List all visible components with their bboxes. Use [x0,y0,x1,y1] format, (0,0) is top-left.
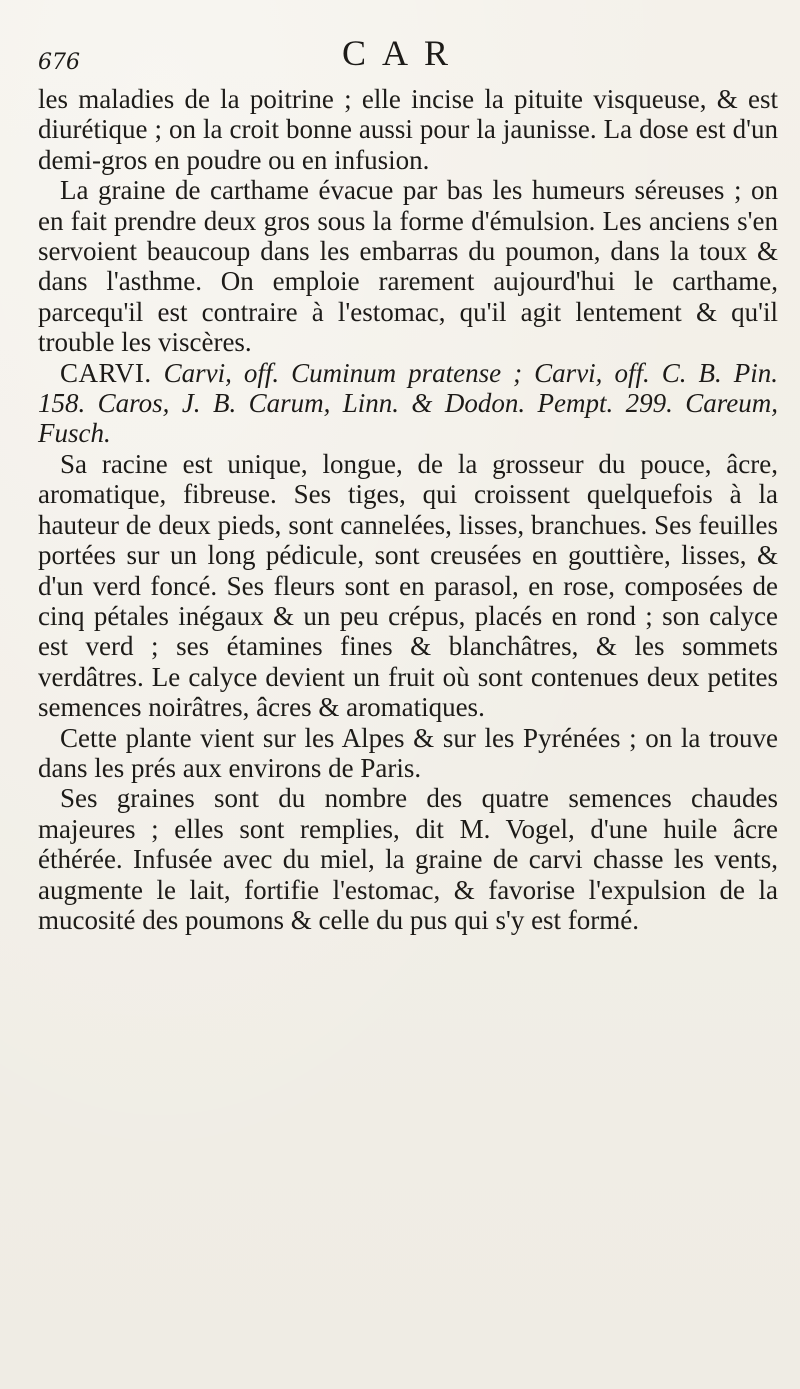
entry-synonyms: Carvi, off. Cuminum pratense ; Carvi, off. C. B. Pin. 158. Caros, J. B. Carum, Linn. & Dodon. Pempt. 299. Careum, Fusch. [38,357,778,449]
entry-carvi-synonyms [38,358,778,449]
page-header [28,30,778,80]
paragraph-continuation: les maladies de la poitrine ; elle incise la pituite visqueuse, & est diurétique ; on la croit bonne aussi pour la jaunisse. La dose est d'un demi-gros en poudre ou en infusion. [38,84,778,175]
paragraph-properties: Ses graines sont du nombre des quatre semences chaudes majeures ; elles sont remplies, dit M. Vogel, d'une huile âcre éthérée. Infusée avec du miel, la graine de carvi chasse les vents, augmente le lait, fortifie l'estomac, & favorise l'expulsion de la mucosité des poumons & celle du pus qui s'y est formé. [38,783,778,935]
paragraph-habitat: Cette plante vient sur les Alpes & sur les Pyrénées ; on la trouve dans les prés aux environs de Paris. [38,722,778,783]
entry-headword: CARVI. [60,357,152,388]
running-head: CAR [341,33,465,73]
body-text [38,84,778,935]
paragraph-description: Sa racine est unique, longue, de la grosseur du pouce, âcre, aromatique, fibreuse. Ses tiges, qui croissent quelquefois à la hauteur de deux pieds, sont cannelées, lisses, branchues. Ses feuilles portées sur un long pédicule, sont creusées en gouttière, lisses, & d'un verd foncé. Ses fleurs sont en parasol, en rose, composées de cinq pétales inégaux & un peu crépus, placés en rond ; son calyce est verd ; ses étamines fines & blanchâtres, & les sommets verdâtres. Le calyce devient un fruit où sont contenues deux petites semences noirâtres, âcres & aromatiques. [38,448,778,723]
page-number: 676 [38,50,80,75]
paragraph-carthame-seed: La graine de carthame évacue par bas les humeurs séreuses ; on en fait prendre deux gros sous la forme d'émulsion. Les anciens s'en servoient beaucoup dans les embarras du poumon, dans la toux & dans l'asthme. On emploie rarement aujourd'hui le carthame, parcequ'il est contraire à l'estomac, qu'il agit lentement & qu'il trouble les viscères. [38,175,778,358]
